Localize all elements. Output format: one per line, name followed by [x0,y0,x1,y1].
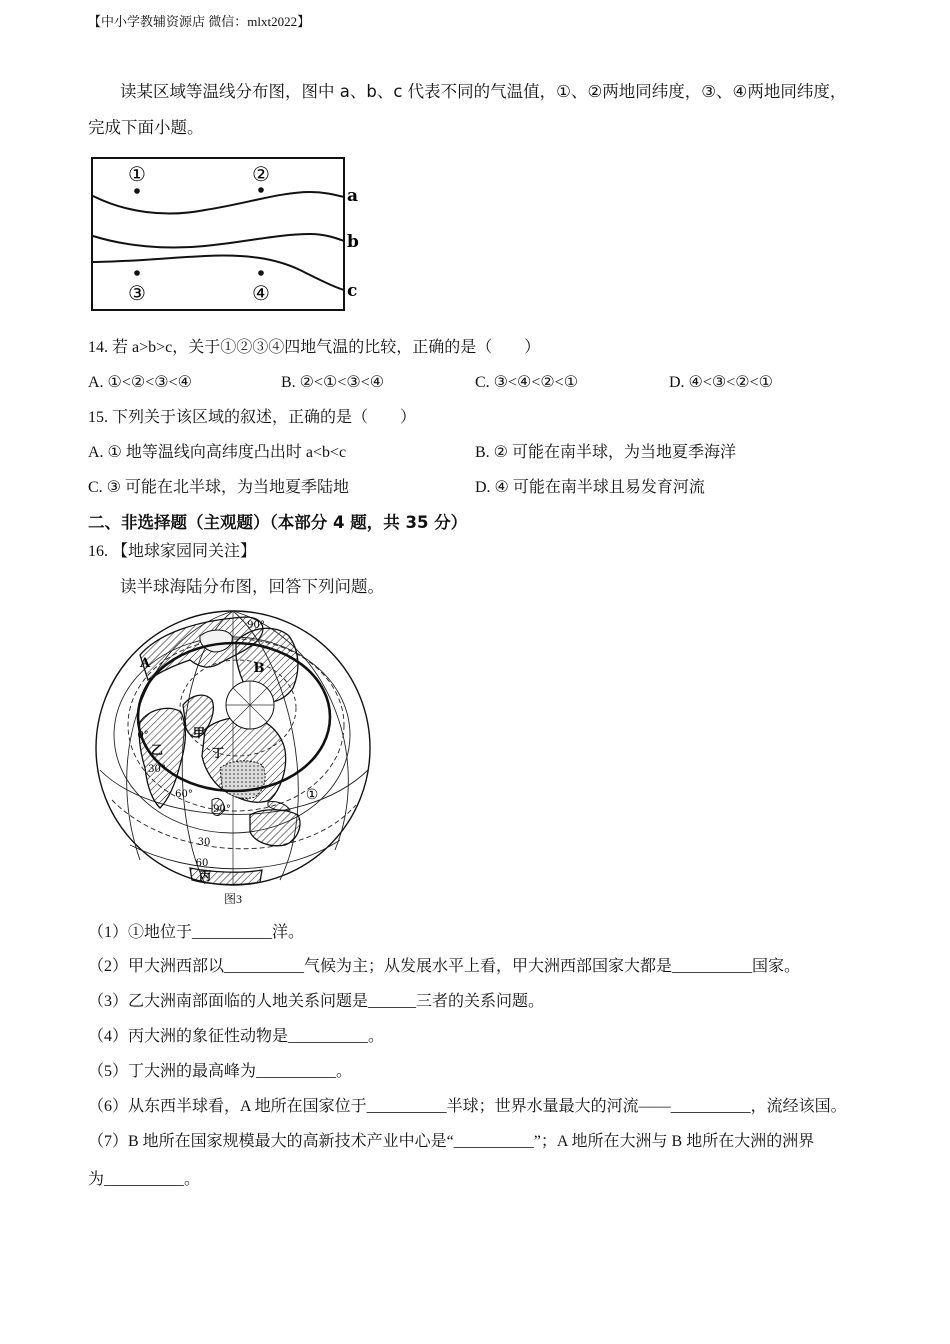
q14-option-d: D. ④<③<②<① [669,374,773,391]
label-b: B [253,661,265,676]
label-jia: 甲 [192,726,206,740]
pole-spokes [226,681,274,729]
point-3-dot [134,270,140,276]
page-header: 【中小学教辅资源店 微信：mlxt2022】 [88,14,311,29]
q16-subquestion-2: （2）甲大洲西部以__________气候为主；从发展水平上看，甲大洲西部国家大都是__________国家。 [88,958,801,975]
continent-australia [250,810,300,846]
label-ding: 丁 [211,746,225,760]
label-south-60: 60 [195,858,209,869]
q16-subquestion-4: （4）丙大洲的象征性动物是__________。 [88,1028,385,1045]
point-1-dot [134,188,140,194]
isotherm-label-b: b [347,232,359,252]
intro-line-1: 读某区域等温线分布图，图中 a、b、c 代表不同的气温值，①、②两地同纬度，③、④两地同纬度， [120,82,847,101]
section-2-title: 二、非选择题（主观题）（本部分 4 题，共 35 分） [88,513,468,532]
isotherm-label-c: c [347,281,358,301]
point-2-label: ② [252,162,270,186]
q16-subquestion-7-continuation: 为__________。 [88,1171,201,1188]
point-2-dot [258,187,264,193]
label-30-degree: 30° [148,764,166,775]
isotherm-label-a: a [347,186,359,206]
label-top-90-degree: 90° [247,620,265,631]
q14-stem: 14. 若 a>b>c，关于①②③④四地气温的比较，正确的是（ ） [88,339,541,356]
label-south-30: 30 [197,837,211,848]
point-4-dot [258,270,264,276]
label-point-1: ① [305,787,319,803]
map-caption: 图3 [224,892,243,906]
q16-subquestion-5: （5）丁大洲的最高峰为__________。 [88,1063,353,1080]
intro-line-2: 完成下面小题。 [88,118,204,137]
q15-option-c: C. ③ 可能在北半球，为当地夏季陆地 [88,479,350,496]
q15-option-d: D. ④ 可能在南半球且易发育河流 [475,479,705,496]
label-90-degree: 90° [213,804,231,815]
q15-option-a: A. ① 地等温线向高纬度凸出时 a<b<c [88,444,347,461]
label-yi: 乙 [150,743,164,757]
isotherm-line-b [93,234,344,248]
q14-option-a: A. ①<②<③<④ [88,374,192,391]
label-60-degree: 60° [175,789,193,800]
isotherm-figure [85,150,370,320]
q15-stem: 15. 下列关于该区域的叙述，正确的是（ ） [88,409,417,426]
label-0-degree: 0° [137,730,149,741]
q16-subquestion-6: （6）从东西半球看，A 地所在国家位于__________半球；世界水量最大的河流——__________，流经该国。 [88,1098,847,1115]
point-1-label: ① [128,162,146,186]
q14-option-b: B. ②<①<③<④ [281,374,385,391]
hemisphere-map [88,605,378,890]
label-bing: 丙 [198,869,212,883]
q16-subquestion-7: （7）B 地所在国家规模最大的高新技术产业中心是“__________”；A 地所在大洲与 B 地所在大洲的洲界 [88,1133,815,1150]
point-4-label: ④ [252,281,270,305]
q14-option-c: C. ③<④<②<① [475,374,579,391]
q16-intro: 读半球海陆分布图，回答下列问题。 [120,577,384,596]
q16-subquestion-1: （1）①地位于__________洋。 [88,924,305,941]
q15-option-b: B. ② 可能在南半球，为当地夏季海洋 [475,444,737,461]
point-3-label: ③ [128,281,146,305]
q16-subquestion-3: （3）乙大洲南部面临的人地关系问题是______三者的关系问题。 [88,993,545,1010]
isotherm-line-a [93,192,344,214]
q16-title: 16. 【地球家园同关注】 [88,543,257,560]
label-a: A [139,656,151,671]
